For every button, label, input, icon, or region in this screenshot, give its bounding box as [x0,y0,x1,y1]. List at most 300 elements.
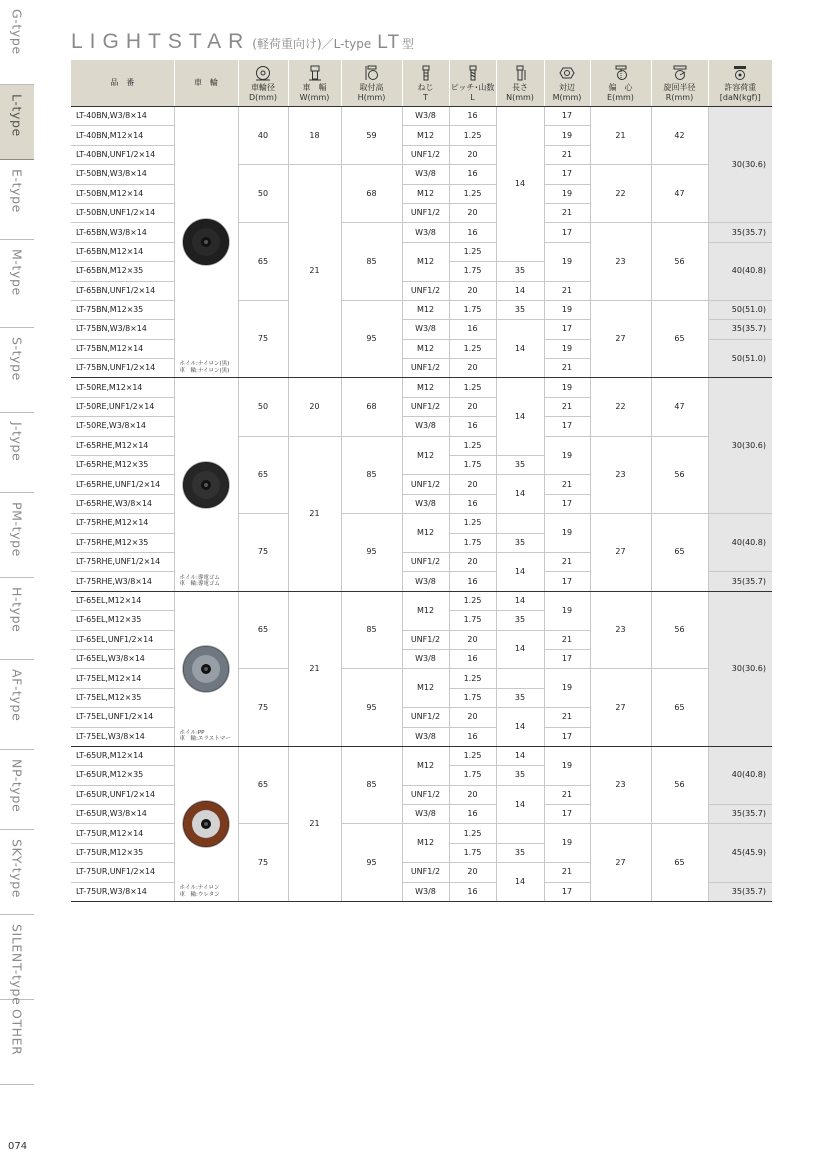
cell-l: 16 [449,572,496,591]
cell-t: W3/8 [402,320,449,339]
cell-l: 1.25 [449,242,496,261]
cell-e: 22 [590,165,651,223]
cell-m: 19 [544,378,590,397]
part-number: LT-75BN,M12×35 [71,300,174,319]
cell-d: 65 [238,436,288,514]
cell-d: 40 [238,107,288,165]
cell-m: 17 [544,320,590,339]
wheel-cell [174,107,238,378]
side-tab-label: M-type [9,249,25,296]
cell-h: 95 [341,300,402,378]
cell-m: 17 [544,107,590,126]
cell-t: M12 [402,436,449,475]
cell-l: 20 [449,359,496,378]
part-number: LT-75EL,M12×14 [71,669,174,688]
side-tab-s-type[interactable] [0,328,34,413]
cell-load: 30(30.6) [708,591,772,746]
cell-e: 27 [590,669,651,747]
cell-m: 17 [544,223,590,242]
cell-t: W3/8 [402,494,449,513]
side-tab-label: E-type [9,169,25,213]
cell-load: 40(40.8) [708,746,772,804]
col-header-label: ねじ [417,82,434,92]
cell-t: W3/8 [402,805,449,824]
cell-l: 16 [449,107,496,126]
cell-r: 47 [651,165,708,223]
cell-l: 1.75 [449,843,496,862]
cell-m: 21 [544,145,590,164]
pitch-icon [450,65,496,82]
cell-l: 1.75 [449,611,496,630]
cell-r: 47 [651,378,708,436]
cell-r: 56 [651,436,708,514]
cell-m: 17 [544,572,590,591]
cell-t: M12 [402,126,449,145]
cell-d: 50 [238,165,288,223]
wheel-material-line: 車 輪:ナイロン(黒) [179,367,230,374]
cell-m: 21 [544,863,590,882]
side-tab-label: SILENT-type [9,924,25,1006]
cell-load: 50(51.0) [708,300,772,319]
part-number: LT-65BN,W3/8×14 [71,223,174,242]
cell-l: 20 [449,475,496,494]
part-number: LT-40BN,UNF1/2×14 [71,145,174,164]
cell-l: 16 [449,494,496,513]
cell-m: 19 [544,242,590,281]
cell-r: 65 [651,669,708,747]
side-tab-e-type[interactable] [0,160,34,240]
cell-l: 1.25 [449,184,496,203]
cell-l: 16 [449,165,496,184]
table-body [71,107,772,902]
part-number: LT-65RHE,M12×14 [71,436,174,455]
cell-n: 14 [496,591,544,610]
cell-w: 21 [288,165,341,378]
col-header-label: 車 輪 [194,78,218,87]
wheel-image [181,217,231,267]
side-tab-label: NP-type [9,759,25,813]
part-number: LT-65RHE,W3/8×14 [71,494,174,513]
part-number: LT-75BN,W3/8×14 [71,320,174,339]
cell-h: 59 [341,107,402,165]
col-header-unit: L [470,92,475,102]
side-tab-l-type[interactable] [0,85,34,160]
cell-m: 19 [544,746,590,785]
side-tab-af-type[interactable] [0,660,34,750]
cell-m: 19 [544,514,590,553]
cell-n: 14 [496,785,544,824]
cell-l: 1.75 [449,456,496,475]
offset-icon [591,65,651,82]
cell-l: 16 [449,727,496,746]
cell-d: 65 [238,223,288,301]
cell-l: 1.25 [449,126,496,145]
cell-w: 20 [288,378,341,436]
col-header-label: 対辺 [559,82,575,92]
wheel-material-line: ホイル:PP [179,729,205,736]
page-number: 074 [8,1141,28,1152]
cell-l: 1.75 [449,300,496,319]
cell-n: 35 [496,456,544,475]
cell-m: 21 [544,552,590,571]
cell-d: 75 [238,669,288,747]
col-header-unit: R(mm) [665,92,694,102]
cell-l: 16 [449,882,496,901]
cell-d: 50 [238,378,288,436]
cell-n: 35 [496,262,544,281]
cell-t: M12 [402,746,449,785]
side-tab-label: AF-type [9,669,25,722]
cell-w: 21 [288,746,341,901]
cell-l: 1.25 [449,824,496,843]
table-header-row [71,60,772,107]
cell-r: 56 [651,591,708,669]
cell-l: 20 [449,145,496,164]
wheel-image [181,644,231,694]
col-header-unit: N(mm) [506,92,534,102]
cell-e: 21 [590,107,651,165]
part-number: LT-65BN,M12×35 [71,262,174,281]
cell-t: M12 [402,339,449,358]
cell-n: 14 [496,281,544,300]
cell-l: 1.75 [449,262,496,281]
cell-l: 1.25 [449,378,496,397]
part-number: LT-75UR,M12×14 [71,824,174,843]
col-header-label: 車輪径 [251,82,275,92]
cell-load: 35(35.7) [708,572,772,591]
cell-e: 27 [590,300,651,378]
cell-m: 19 [544,669,590,708]
col-header-w [288,60,341,107]
cell-h: 85 [341,591,402,669]
wheel-image [181,799,231,849]
cell-t: W3/8 [402,649,449,668]
cell-load: 35(35.7) [708,882,772,901]
cell-m: 17 [544,165,590,184]
cell-t: UNF1/2 [402,708,449,727]
cell-w: 21 [288,591,341,746]
side-tab-h-type[interactable] [0,578,34,660]
part-number: LT-65EL,M12×14 [71,591,174,610]
col-header-label: 許容荷重 [724,82,757,92]
cell-m: 17 [544,494,590,513]
col-header-h [341,60,402,107]
cell-t: W3/8 [402,223,449,242]
part-number: LT-65UR,UNF1/2×14 [71,785,174,804]
side-tab-m-type[interactable] [0,240,34,328]
cell-e: 23 [590,746,651,824]
cell-l: 1.75 [449,533,496,552]
wheel-image [181,460,231,510]
side-tab-label: OTHER [9,1009,25,1056]
col-header-n [496,60,544,107]
part-number: LT-50BN,UNF1/2×14 [71,203,174,222]
cell-m: 19 [544,300,590,319]
swivel-radius-icon [652,65,708,82]
cell-l: 20 [449,708,496,727]
part-number: LT-65EL,W3/8×14 [71,649,174,668]
cell-m: 21 [544,475,590,494]
wheel-material-line: 車 輪:エラストマー [179,736,231,743]
title-suffix: 型 [402,37,415,51]
side-tab-np-type[interactable] [0,750,34,830]
cell-m: 17 [544,417,590,436]
cell-d: 65 [238,746,288,824]
cell-t: M12 [402,824,449,863]
cell-n [496,669,544,688]
cell-d: 65 [238,591,288,669]
part-number: LT-65BN,M12×14 [71,242,174,261]
wheel-material-note [180,885,220,898]
wheel-cell [174,591,238,746]
cell-t: M12 [402,300,449,319]
cell-m: 19 [544,126,590,145]
col-header-unit: D(mm) [249,92,277,102]
wheel-material-note [180,730,231,743]
cell-l: 1.75 [449,688,496,707]
cell-l: 20 [449,397,496,416]
side-tab-label: PM-type [9,502,25,557]
cell-n: 14 [496,708,544,747]
cell-m: 19 [544,184,590,203]
cell-m: 21 [544,397,590,416]
part-number: LT-50BN,W3/8×14 [71,165,174,184]
table-row [71,107,772,126]
col-header-unit: T [423,92,428,102]
cell-r: 65 [651,824,708,902]
cell-m: 21 [544,708,590,727]
cell-n: 35 [496,611,544,630]
part-number: LT-75EL,UNF1/2×14 [71,708,174,727]
cell-w: 21 [288,436,341,591]
cell-load: 30(30.6) [708,378,772,514]
spec-table [71,60,772,902]
part-number: LT-75RHE,M12×14 [71,514,174,533]
cell-m: 19 [544,436,590,475]
wheel-material-note [180,361,230,374]
cell-t: UNF1/2 [402,475,449,494]
cell-t: W3/8 [402,165,449,184]
part-number: LT-75RHE,UNF1/2×14 [71,552,174,571]
cell-n [496,514,544,533]
cell-load: 45(45.9) [708,824,772,882]
cell-t: W3/8 [402,572,449,591]
cell-e: 27 [590,824,651,902]
cell-m: 21 [544,785,590,804]
cell-load: 35(35.7) [708,223,772,242]
cell-t: M12 [402,242,449,281]
side-tab-label: H-type [9,587,25,633]
part-number: LT-75UR,W3/8×14 [71,882,174,901]
part-number: LT-65EL,M12×35 [71,611,174,630]
cell-load: 40(40.8) [708,242,772,300]
cell-r: 56 [651,746,708,824]
part-number: LT-75BN,M12×14 [71,339,174,358]
cell-l: 16 [449,649,496,668]
part-number: LT-75RHE,M12×35 [71,533,174,552]
cell-load: 35(35.7) [708,805,772,824]
side-tab-other[interactable] [0,1000,34,1085]
col-header-label: 車 幅 [302,82,327,92]
col-header-unit: [daN(kgf)] [719,92,761,102]
cell-n: 14 [496,320,544,378]
col-header-wheel [174,60,238,107]
part-number: LT-65BN,UNF1/2×14 [71,281,174,300]
cell-w: 18 [288,107,341,165]
wheel-cell [174,378,238,591]
side-tab-label: S-type [9,337,25,381]
wheel-diameter-icon [239,65,288,82]
cell-t: UNF1/2 [402,397,449,416]
part-number: LT-65RHE,UNF1/2×14 [71,475,174,494]
cell-t: M12 [402,514,449,553]
side-tab-label: SKY-type [9,839,25,899]
cell-h: 85 [341,436,402,514]
cell-l: 1.75 [449,766,496,785]
wheel-material-line: ホイル:ナイロン(黒) [179,361,230,368]
part-number: LT-75UR,UNF1/2×14 [71,863,174,882]
wheel-cell [174,746,238,901]
cell-l: 1.25 [449,591,496,610]
col-header-r [651,60,708,107]
side-tab-sky-type[interactable] [0,830,34,915]
cell-m: 17 [544,727,590,746]
part-number: LT-75EL,W3/8×14 [71,727,174,746]
cell-h: 95 [341,824,402,902]
part-number: LT-75EL,M12×35 [71,688,174,707]
cell-t: UNF1/2 [402,630,449,649]
col-header-d [238,60,288,107]
col-header-unit: E(mm) [607,92,634,102]
col-header-unit: H(mm) [357,92,386,102]
cell-l: 16 [449,805,496,824]
load-icon [709,65,773,82]
cell-r: 42 [651,107,708,165]
cell-n: 14 [496,552,544,591]
col-header-label: ピッチ･山数 [450,82,495,92]
cell-e: 23 [590,591,651,669]
col-header-e [590,60,651,107]
cell-h: 85 [341,746,402,824]
cell-m: 19 [544,339,590,358]
side-tab-g-type[interactable] [0,0,34,85]
wheel-material-line: ホイル:導電ゴム [179,574,220,581]
cell-n: 35 [496,688,544,707]
cell-l: 20 [449,630,496,649]
cell-l: 16 [449,223,496,242]
cell-n: 35 [496,533,544,552]
cell-l: 20 [449,552,496,571]
cell-l: 1.25 [449,746,496,765]
cell-l: 1.25 [449,669,496,688]
part-number: LT-65EL,UNF1/2×14 [71,630,174,649]
cell-m: 21 [544,281,590,300]
cell-e: 23 [590,436,651,514]
part-number: LT-40BN,W3/8×14 [71,107,174,126]
cell-t: M12 [402,591,449,630]
cell-l: 16 [449,320,496,339]
title-subtitle: (軽荷重向け)／L-type [252,37,372,51]
col-header-label: 取付高 [359,82,384,92]
side-tab-silent-type[interactable] [0,915,34,1006]
cell-e: 22 [590,378,651,436]
page-title [71,30,414,54]
cell-t: M12 [402,184,449,203]
cell-e: 27 [590,514,651,592]
cell-n [496,824,544,843]
part-number: LT-65UR,M12×35 [71,766,174,785]
cell-t: W3/8 [402,417,449,436]
col-header-unit: W(mm) [299,92,330,102]
wheel-material-line: 車 輪:導電ゴム [179,581,220,588]
cell-m: 17 [544,882,590,901]
side-tab-j-type[interactable] [0,413,34,493]
cell-l: 20 [449,203,496,222]
cell-t: UNF1/2 [402,552,449,571]
part-number: LT-50RE,UNF1/2×14 [71,397,174,416]
cell-l: 20 [449,281,496,300]
part-number: LT-65RHE,M12×35 [71,456,174,475]
cell-t: M12 [402,669,449,708]
cell-t: W3/8 [402,882,449,901]
cell-n: 35 [496,766,544,785]
col-header-label: 品 番 [110,78,135,87]
wheel-width-icon [289,65,341,82]
title-brand: LIGHTSTAR [71,30,251,53]
cell-n: 14 [496,746,544,765]
cell-t: M12 [402,378,449,397]
cell-l: 1.25 [449,514,496,533]
col-header-load [708,60,772,107]
table-row [71,746,772,765]
cell-m: 21 [544,630,590,649]
table-row [71,591,772,610]
side-tab-label: L-type [9,94,25,137]
cell-h: 95 [341,514,402,592]
hex-nut-icon [545,65,590,82]
cell-t: W3/8 [402,727,449,746]
cell-m: 21 [544,359,590,378]
cell-d: 75 [238,300,288,378]
cell-l: 1.25 [449,339,496,358]
wheel-material-line: ホイル:ナイロン [179,885,220,892]
table-row [71,378,772,397]
side-tab-pm-type[interactable] [0,493,34,578]
cell-t: W3/8 [402,107,449,126]
col-header-unit: M(mm) [552,92,582,102]
part-number: LT-65UR,W3/8×14 [71,805,174,824]
cell-h: 68 [341,165,402,223]
cell-r: 56 [651,223,708,301]
side-tab-label: G-type [9,9,25,55]
part-number: LT-40BN,M12×14 [71,126,174,145]
cell-m: 19 [544,824,590,863]
cell-e: 23 [590,223,651,301]
cell-t: UNF1/2 [402,863,449,882]
cell-r: 65 [651,300,708,378]
cell-t: UNF1/2 [402,203,449,222]
wheel-material-line: 車 輪:ウレタン [179,891,220,898]
col-header-label: 偏 心 [608,82,633,92]
part-number: LT-50RE,W3/8×14 [71,417,174,436]
cell-r: 65 [651,514,708,592]
col-header-label: 旋回半径 [663,82,696,92]
cell-load: 40(40.8) [708,514,772,572]
cell-n: 35 [496,843,544,862]
col-header-t [402,60,449,107]
thread-icon [403,65,449,82]
part-number: LT-75RHE,W3/8×14 [71,572,174,591]
